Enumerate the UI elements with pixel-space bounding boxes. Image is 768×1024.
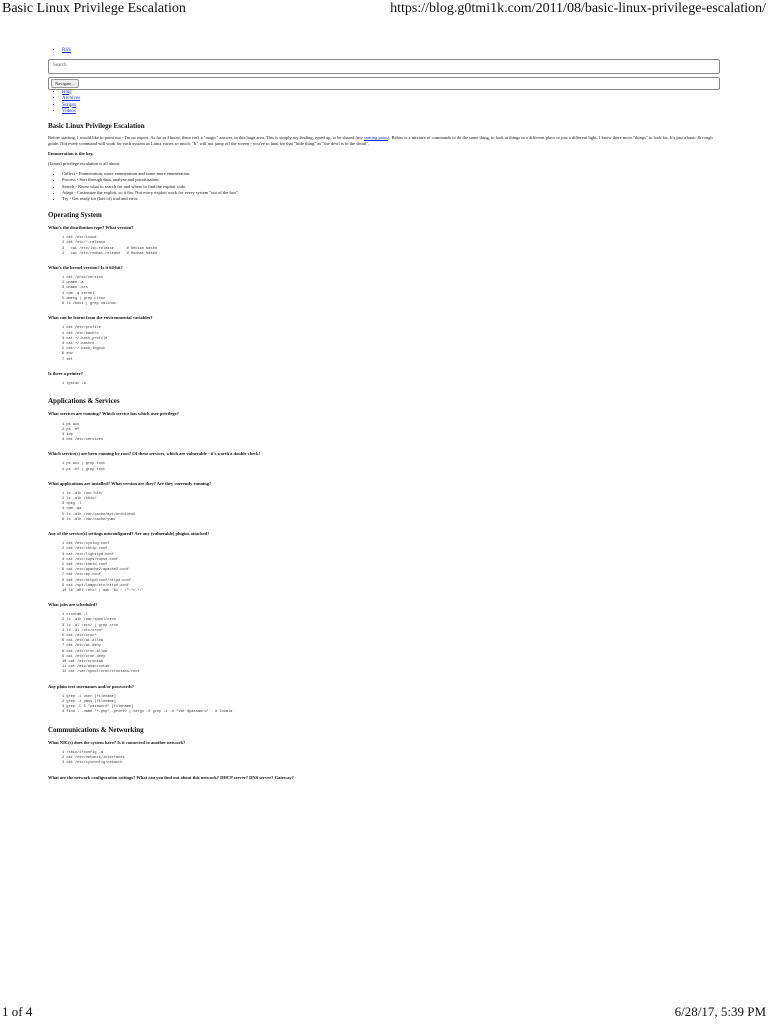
code-block: 1 ps aux | grep root 2 ps -ef | grep root xyxy=(62,462,106,472)
question: Any of the service(s) settings misconfigured? Are any (vulnerable) plugins attached? xyxy=(48,531,210,537)
page-number: 1 of 4 xyxy=(2,1004,33,1019)
code-block: 1 lpstat -a xyxy=(62,381,86,386)
question: What's the distribution type? What version? xyxy=(48,225,134,231)
code-block: 1 ps aux 2 ps -ef 3 top 4 cat /etc/services xyxy=(62,422,103,443)
section-heading-net: Communications & Networking xyxy=(48,725,144,734)
print-header-url: https://blog.g0tmi1k.com/2011/08/basic-linux-privilege-escalation/ xyxy=(390,1,766,16)
list-item: • Try - Get ready for (lots of) trial and error. xyxy=(62,196,720,202)
search-placeholder: Search xyxy=(53,62,67,68)
list-item: • Search - Know what to search for and where to find the exploit code. xyxy=(62,184,720,190)
question: Is there a printer? xyxy=(48,370,84,376)
list-item: • Adapt - Customize the exploit, so it fits. Not every exploit work for every system "out of the box". xyxy=(62,190,720,196)
menu-item-archives[interactable]: Archives xyxy=(62,96,81,101)
section-heading-apps: Applications & Services xyxy=(48,397,120,406)
approach-list xyxy=(48,171,720,202)
print-date: 6/28/17, 5:39 PM xyxy=(674,1004,766,1019)
section-heading-os: Operating System xyxy=(48,210,102,219)
intro-paragraph xyxy=(48,135,720,147)
question: What NIC(s) does the system have? Is it connected to another network? xyxy=(48,739,186,745)
question: What can be learnt from the environmental variables? xyxy=(48,315,153,321)
menu-item-videos[interactable]: Videos xyxy=(62,109,76,114)
about-text: (Linux) privilege escalation is all about: xyxy=(48,161,121,167)
main-menu xyxy=(48,90,720,116)
rss-link[interactable]: RSS xyxy=(62,48,71,53)
code-block: 1 cat /etc/issue 2 cat /etc/*-release 3 cat /etc/lsb-release # Debian based 4 cat /etc/redhat-release # Redhat based xyxy=(62,236,157,256)
menu-item-scripts[interactable]: Scripts xyxy=(62,102,76,108)
enumeration-key: Enumeration is the key. xyxy=(48,151,94,157)
code-block: 1 cat /proc/version 2 uname -a 3 uname -mrs 4 rpm -q kernel 5 dmesg | grep Linux 6 ls /boot | grep vmlinuz- xyxy=(62,276,119,307)
question: What are the network configuration settings? What can you find out about this network? DHCP server? DNS server? Gateway? xyxy=(48,774,294,780)
top-links xyxy=(48,48,720,55)
code-block: 1 ls -alh /usr/bin/ 2 ls -alh /sbin/ 3 dpkg -l 4 rpm -qa 5 ls -alh /var/cache/apt/archivesO 6 ls -alh /var/cache/yum/ xyxy=(62,491,136,522)
menu-item-blog[interactable]: Blog xyxy=(62,89,72,95)
code-block: 1 cat /etc/syslog.conf 2 cat /etc/chttp.conf 3 cat /etc/lighttpd.conf 4 cat /etc/cups/cupsd.conf 5 cat /etc/inetd.conf 6 cat /etc/apache2/apache2.conf 7 cat /etc/my.conf 8 cat /etc/httpd/conf/httpd.conf 9 cat /opt/lampp/etc/httpd.conf 10 ls -aRl /etc/ | awk '$1 ~ /^.*r.*/' xyxy=(62,542,144,593)
navigate-button[interactable]: Navigate... xyxy=(51,79,79,88)
starting-point-link[interactable]: starting point xyxy=(363,134,388,140)
list-item: • Collect - Enumeration, more enumeration and some more enumeration. xyxy=(62,171,720,177)
list-item: • Process - Sort through data, analyse and prioritisation. xyxy=(62,177,720,183)
article-title: Basic Linux Privilege Escalation xyxy=(48,121,145,130)
page-content xyxy=(48,48,720,783)
code-block: 1 cat /etc/profile 2 cat /etc/bashrc 3 cat ~/.bash_profile 4 cat ~/.bashrc 5 cat ~/.bash_logout 6 env 7 set xyxy=(62,326,108,362)
print-header-title: Basic Linux Privilege Escalation xyxy=(2,1,186,16)
question: What applications are installed? What version are they? Are they currently running? xyxy=(48,480,212,486)
question: Any plain text usernames and/or passwords? xyxy=(48,683,135,689)
intro-text-2: ). Below is a mixture of commands to do the same thing, to look at things in a different place or just a different light. I know there more "things" to look for. It's just a basic & rough guide. Not every command will work for each system as Linux varies so much. "It" will not jump off the screen - you've to hunt for that "little thing" as "the devil is in the detail". xyxy=(48,134,713,146)
navigate-select[interactable] xyxy=(48,77,720,90)
search-input[interactable] xyxy=(48,59,720,74)
question: What jobs are scheduled? xyxy=(48,602,98,608)
code-block: 1 crontab -l 2 ls -alh /var/spool/cron 3 ls -al /etc/ | grep cron 4 ls -al /etc/cron* 5 cat /etc/cron* 6 cat /etc/at.allow 7 cat /etc/at.deny 8 cat /etc/cron.allow 9 cat /etc/cron.deny 10 cat /etc/crontab 11 cat /etc/anacrontab 12 cat /var/spool/cron/crontabs/root xyxy=(62,613,140,675)
print-header xyxy=(0,0,768,20)
code-block: 1 /sbin/ifconfig -a 2 cat /etc/network/interfaces 3 cat /etc/sysconfig/network xyxy=(62,751,125,766)
intro-text-1: Before starting, I would like to point out - I'm no expert. As far as I know, there isn't a "magic" answer, in this huge area. This is simply my finding, typed up, to be shared (my xyxy=(48,134,364,140)
print-footer xyxy=(0,1004,768,1024)
question: What's the kernel version? Is it 64-bit? xyxy=(48,264,123,270)
question: Which service(s) are been running by root? Of these services, which are vulnerable - it's worth a double check! xyxy=(48,451,261,457)
question: What services are running? Which service has which user privilege? xyxy=(48,411,179,417)
code-block: 1 grep -i user [filename] 2 grep -i pass [filename] 3 grep -C 5 "password" [filename] 4 find . -name "*.php" -print0 | xargs -0 grep -i -n "var $password" # Joomla xyxy=(62,694,233,715)
